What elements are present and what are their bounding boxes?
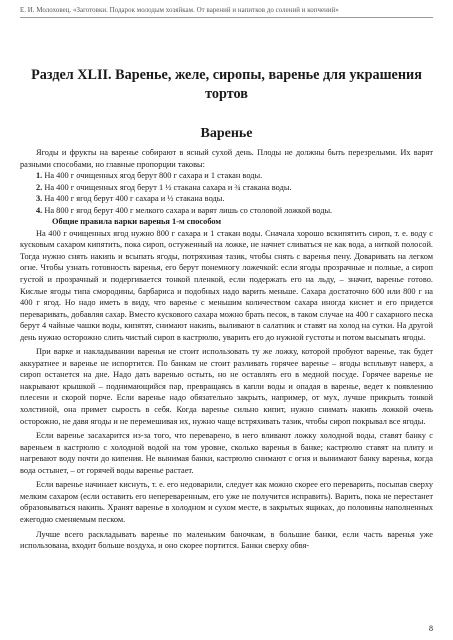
rule-item xyxy=(20,205,433,217)
rule-number: 4. xyxy=(36,205,43,215)
body-paragraph: Лучше всего раскладывать варенье по маленьким баночкам, в большие банки, если часть варенья уже использована, входит больше воздуха, и оно скорее портится. Банки сверху обвя- xyxy=(20,529,433,551)
general-rules-heading: Общие правила варки варенья 1-м способом xyxy=(52,217,222,227)
body-paragraph: Если варенье засахарится из-за того, что переварено, в него вливают ложку холодной воды, ставят банку с вареньем в кастрюлю с холодной водой на том уровне, сколько варенья в банке; кастрюлю ставят на плиту и нагревают воду почти до кипения. Не вынимая банки, кастрюлю снимают с огня и вынимают банку варенья, когда вода остынет, – от горячей воды варенье растает. xyxy=(20,431,433,475)
rule-text: На 400 г очищенных ягод берут 1 ½ стакана сахара и ¾ стакана воды. xyxy=(44,182,292,192)
section-title: Раздел XLII. Варенье, желе, сиропы, варенье для украшения тортов xyxy=(31,67,422,102)
rule-text: На 800 г ягод берут 400 г мелкого сахара и варят лишь со столовой ложкой воды. xyxy=(44,205,333,215)
subtitle: Варенье xyxy=(200,126,253,141)
rule-text: На 400 г очищенных ягод берут 800 г сахара и 1 стакан воды. xyxy=(44,171,263,181)
page-number: 8 xyxy=(429,624,433,633)
rule-item xyxy=(20,193,433,205)
rule-item xyxy=(20,182,433,194)
running-head: Е. И. Молоховец. «Заготовки. Подарок молодым хозяйкам. От варений и напитков до солений и копчений» xyxy=(20,7,433,18)
rule-number: 1. xyxy=(36,171,43,181)
body-paragraph: На 400 г очищенных ягод нужно 800 г сахара и 1 стакан воды. Сначала хорошо вскипятить сироп, т. е. воду с кусковым сахаром кипятить, пока сироп, остуженный на ложке, не начнет сливаться не как вода, а ниткой полосой. Тогда нужно снять накипь и всыпать ягоды, потряхивая тазик, чтобы снять с варенья пену. Доваривать на легком огне. Чтобы узнать готовность варенья, его берут понемногу ложечкой: если ягоды прозрачные и полные, а сироп густой и прозрачный и подергивается тонкой пленкой, если подержать его на льду, – значит, варенье готово. Кислые ягоды типа смородины, барбариса и подобных надо варить меньше. Сахара достаточно 600 или 800 г на 400 г ягод. Но надо иметь в виду, что варенье с меньшим количеством сахара иногда киснет и его придется переваривать, добавляя сахар. Вместо кускового сахара можно брать песок, в таком случае на 400 г сахарного песка берут 4 чайные чашки воды, кипятят, снимают накипь, выливают в салатник и ставят на холод на сутки. На другой день нужно осторожно слить чистый сироп в кастрюлю, уварить его до нужной густоты и потом высыпать ягоды. xyxy=(20,228,434,342)
rule-number: 3. xyxy=(36,194,43,204)
intro-paragraph: Ягоды и фрукты на варенье собирают в ясный сухой день. Плоды не должны быть перезрелыми. Их варят разными способами, но главные пропорции таковы: xyxy=(20,148,433,169)
rule-number: 2. xyxy=(36,182,43,192)
rule-text: На 400 г ягод берут 400 г сахара и ½ стакана воды. xyxy=(44,194,225,204)
body-text xyxy=(20,147,433,552)
body-paragraph: Если варенье начинает киснуть, т. е. его недоварили, следует как можно скорее его переварить, посыпав сверху мелким сахаром (если оставить его непереваренным, его уже не получится исправить). Варить, пока не перестанет образовываться накипь. Хранят варенье в холодном и сухом месте, в закрытых ящиках, до половины наполненных ежегодно сменяемым песком. xyxy=(20,480,433,524)
rule-item xyxy=(20,170,433,182)
body-paragraph: При варке и накладывании варенья не стоит использовать ту же ложку, которой пробуют варенье, так будет аккуратнее и варенье не испортится. По банкам не стоит разливать горячее варенье – ягоды всплывут наверх, а сироп останется на дне. Надо дать варенью остыть, но не оставлять его в медной посуде. Горячее варенье не накрывают крышкой – поднимающийся пар, превращаясь в капли воды и опадая в варенье, ведет к появлению плесени и скорой порче. Если варенье надо обязательно закрыть, например, от мух, лучше прикрыть тонкой холстиной, она примет сырость в себя. Когда варенье сильно кипит, нужно снимать накипь ложкой очень осторожно, не давя ягоды и не перемешивая их, нужно чаще встряхивать тазик, чтобы сироп покрывал все ягоды. xyxy=(20,347,433,426)
